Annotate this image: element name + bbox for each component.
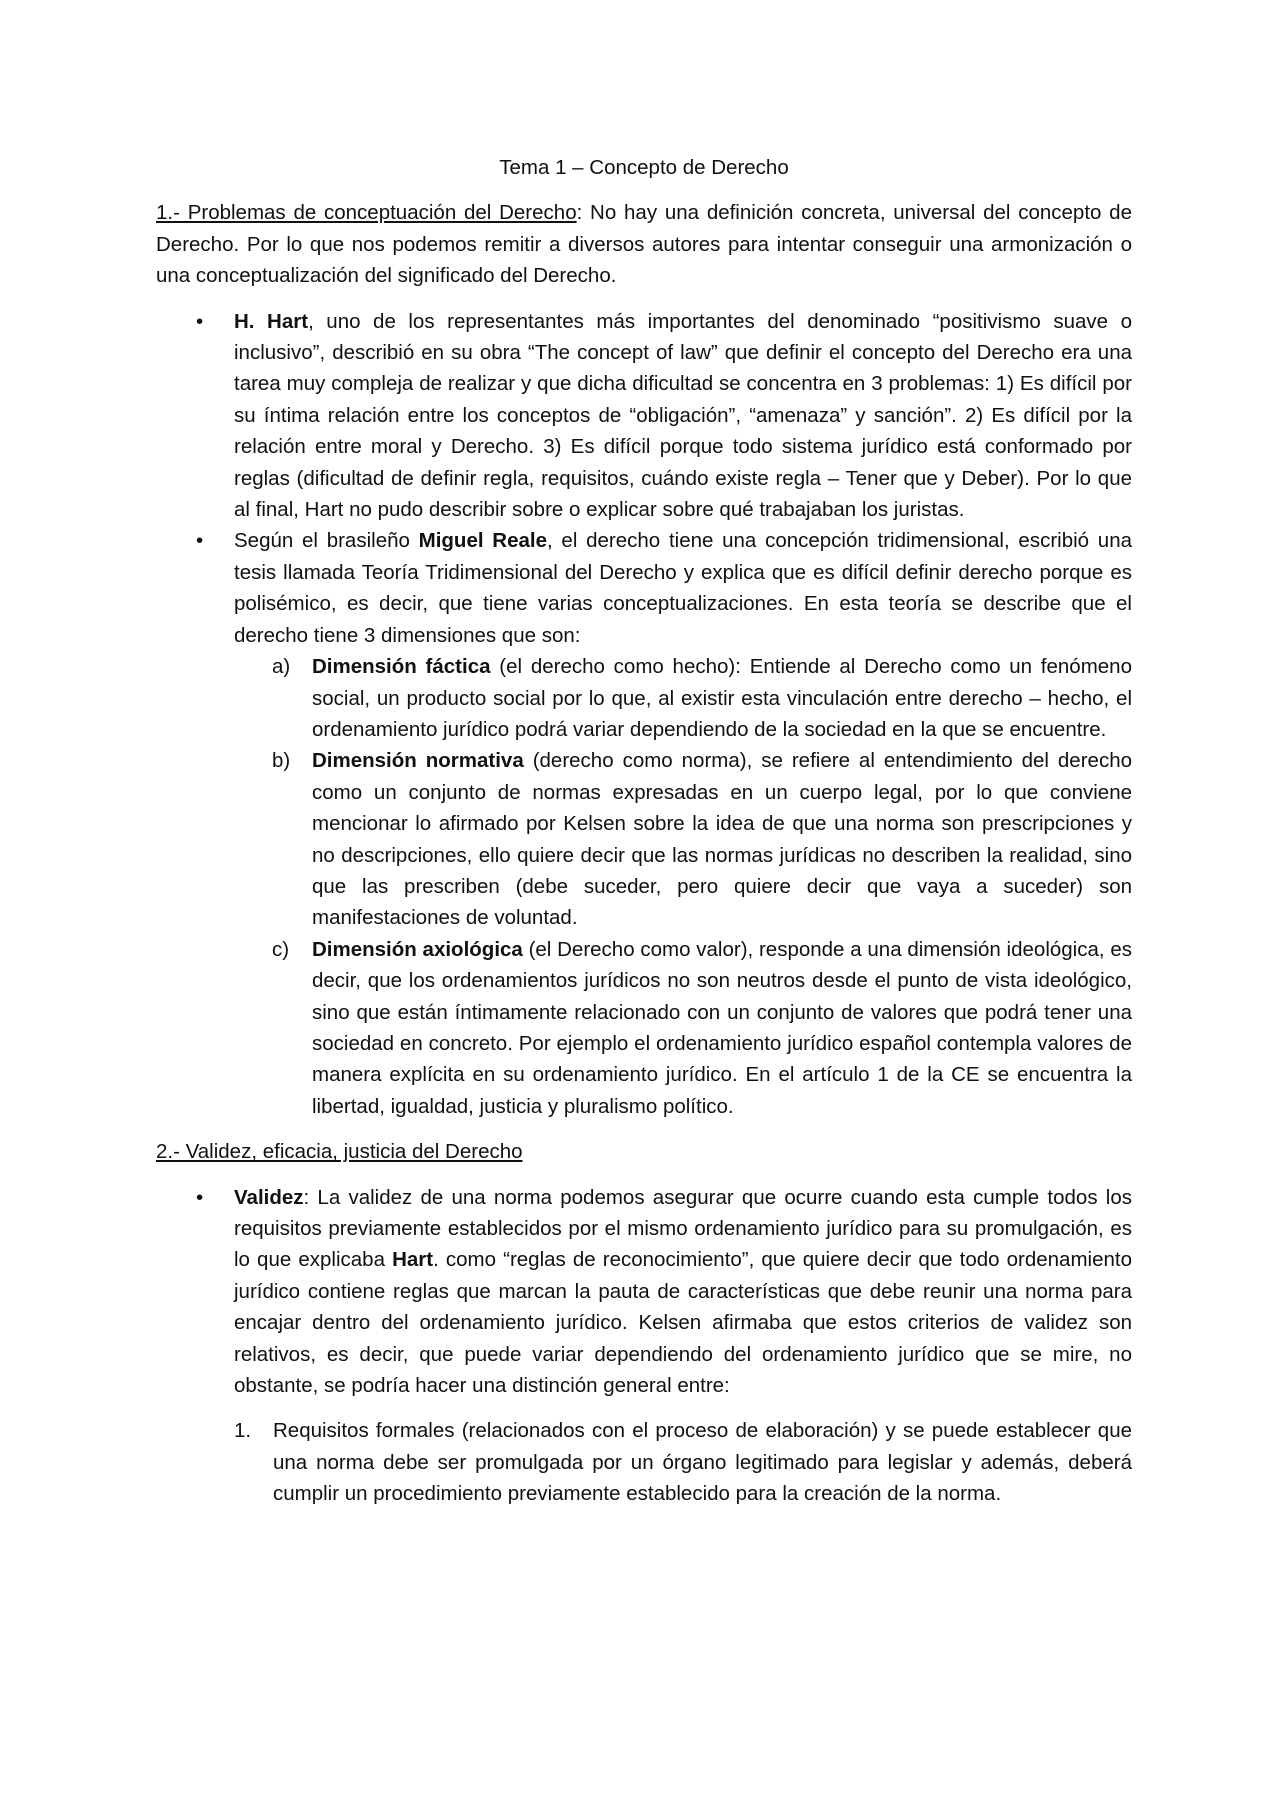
dimension-text: (el derecho como hecho): Entiende al Derecho como un fenómeno social, un producto social por lo que, al existir esta vinculación entre derecho – hecho, el ordenamiento jurídico podrá variar dependiendo de la sociedad en la que se encuentre. bbox=[312, 655, 1132, 741]
list-marker: 1. bbox=[234, 1419, 252, 1443]
bullet-item-reale bbox=[156, 525, 1132, 1122]
dimension-text: (derecho como norma), se refiere al entendimiento del derecho como un conjunto de normas expresadas en un cuerpo legal, por lo que conviene mencionar lo afirmado por Kelsen sobre la idea de que una norma son prescripciones y no descripciones, ello quiere decir que las normas jurídicas no describen la realidad, sino que las prescriben (debe suceder, pero quiere decir que vaya a suceder) son manifestaciones de voluntad. bbox=[312, 749, 1132, 930]
reale-pre: Según el brasileño bbox=[234, 529, 419, 553]
section1-bullet-list bbox=[156, 306, 1132, 1123]
section1-paragraph bbox=[156, 197, 1132, 291]
document-page bbox=[156, 152, 1132, 1510]
section1-heading: 1.- Problemas de conceptuación del Derecho bbox=[156, 201, 577, 225]
dimension-title: Dimensión axiológica bbox=[312, 937, 523, 961]
list-marker: a) bbox=[272, 655, 291, 679]
dimension-item-factica bbox=[234, 651, 1132, 745]
hart-text: , uno de los representantes más importantes del denominado “positivismo suave o inclusivo”, describió en su obra “The concept of law” que definir el concepto del Derecho era una tarea muy compleja de realizar y que dicha dificultad se concentra en 3 problemas: 1) Es difícil por su íntima relación entre los conceptos de “obligación”, “amenaza” y sanción”. 2) Es difícil por la relación entre moral y Derecho. 3) Es difícil porque todo sistema jurídico está conformado por reglas (dificultad de definir regla, requisitos, cuándo existe regla – Tener que y Deber). Por lo que al final, Hart no pudo describir sobre o explicar sobre qué trabajaban los juristas. bbox=[234, 309, 1132, 522]
section1-intro: : No hay una definición concreta, universal del concepto de Derecho. Por lo que nos podemos remitir a diversos autores para intentar conseguir una armonización o una conceptualización del significado del Derecho. bbox=[156, 201, 1132, 288]
reale-name: Miguel Reale bbox=[418, 529, 547, 553]
bullet-item-hart bbox=[156, 306, 1132, 526]
bullet-icon: • bbox=[196, 1185, 204, 1209]
document-title: Tema 1 – Concepto de Derecho bbox=[499, 156, 789, 179]
dimension-item-axiologica bbox=[234, 934, 1132, 1122]
list-marker: c) bbox=[272, 937, 290, 961]
section2-paragraph bbox=[156, 1136, 1132, 1167]
bullet-icon: • bbox=[196, 309, 204, 333]
dimension-title: Dimensión normativa bbox=[312, 749, 524, 773]
validez-text-2: . como “reglas de reconocimiento”, que quiere decir que todo ordenamiento jurídico contiene reglas que marcan la pauta de características que debe reunir una norma para encajar dentro del ordenamiento jurídico. Kelsen afirmaba que estos criterios de validez son relativos, es decir, que puede variar dependiendo del ordenamiento jurídico que se mire, no obstante, se podría hacer una distinción general entre: bbox=[234, 1248, 1132, 1398]
requirements-list bbox=[156, 1415, 1132, 1509]
list-marker: b) bbox=[272, 749, 291, 773]
validez-text: : La validez de una norma podemos asegurar que ocurre cuando esta cumple todos los requisitos previamente establecidos por el mismo ordenamiento jurídico para su promulgación, es lo que explicaba bbox=[234, 1185, 1132, 1272]
bullet-item-validez bbox=[156, 1182, 1132, 1402]
validez-title: Validez bbox=[234, 1185, 304, 1209]
hart-name: H. Hart bbox=[234, 309, 309, 333]
section2-bullet-list bbox=[156, 1182, 1132, 1402]
requirement-item bbox=[156, 1415, 1132, 1509]
dimension-text: (el Derecho como valor), responde a una dimensión ideológica, es decir, que los ordenamientos jurídicos no son neutros desde el punto de vista ideológico, sino que están íntimamente relacionado con un conjunto de valores que podrá tener una sociedad en concreto. Por ejemplo el ordenamiento jurídico español contempla valores de manera explícita en su ordenamiento jurídico. En el artículo 1 de la CE se encuentra la libertad, igualdad, justicia y pluralismo político. bbox=[312, 937, 1132, 1118]
requirement-text: Requisitos formales (relacionados con el proceso de elaboración) y se puede establecer que una norma debe ser promulgada por un órgano legitimado para legislar y además, deberá cumplir un procedimiento previamente establecido para la creación de la norma. bbox=[273, 1419, 1132, 1506]
validez-hart: Hart bbox=[392, 1248, 434, 1272]
bullet-icon: • bbox=[196, 529, 204, 553]
section2-heading: 2.- Validez, eficacia, justicia del Derecho bbox=[156, 1140, 523, 1164]
dimension-list bbox=[234, 651, 1132, 1122]
dimension-item-normativa bbox=[234, 745, 1132, 933]
dimension-title: Dimensión fáctica bbox=[312, 655, 491, 679]
reale-text: , el derecho tiene una concepción tridimensional, escribió una tesis llamada Teoría Tridimensional del Derecho y explica que es difícil definir derecho porque es polisémico, es decir, que tiene varias conceptualizaciones. En esta teoría se describe que el derecho tiene 3 dimensiones que son: bbox=[234, 529, 1132, 647]
